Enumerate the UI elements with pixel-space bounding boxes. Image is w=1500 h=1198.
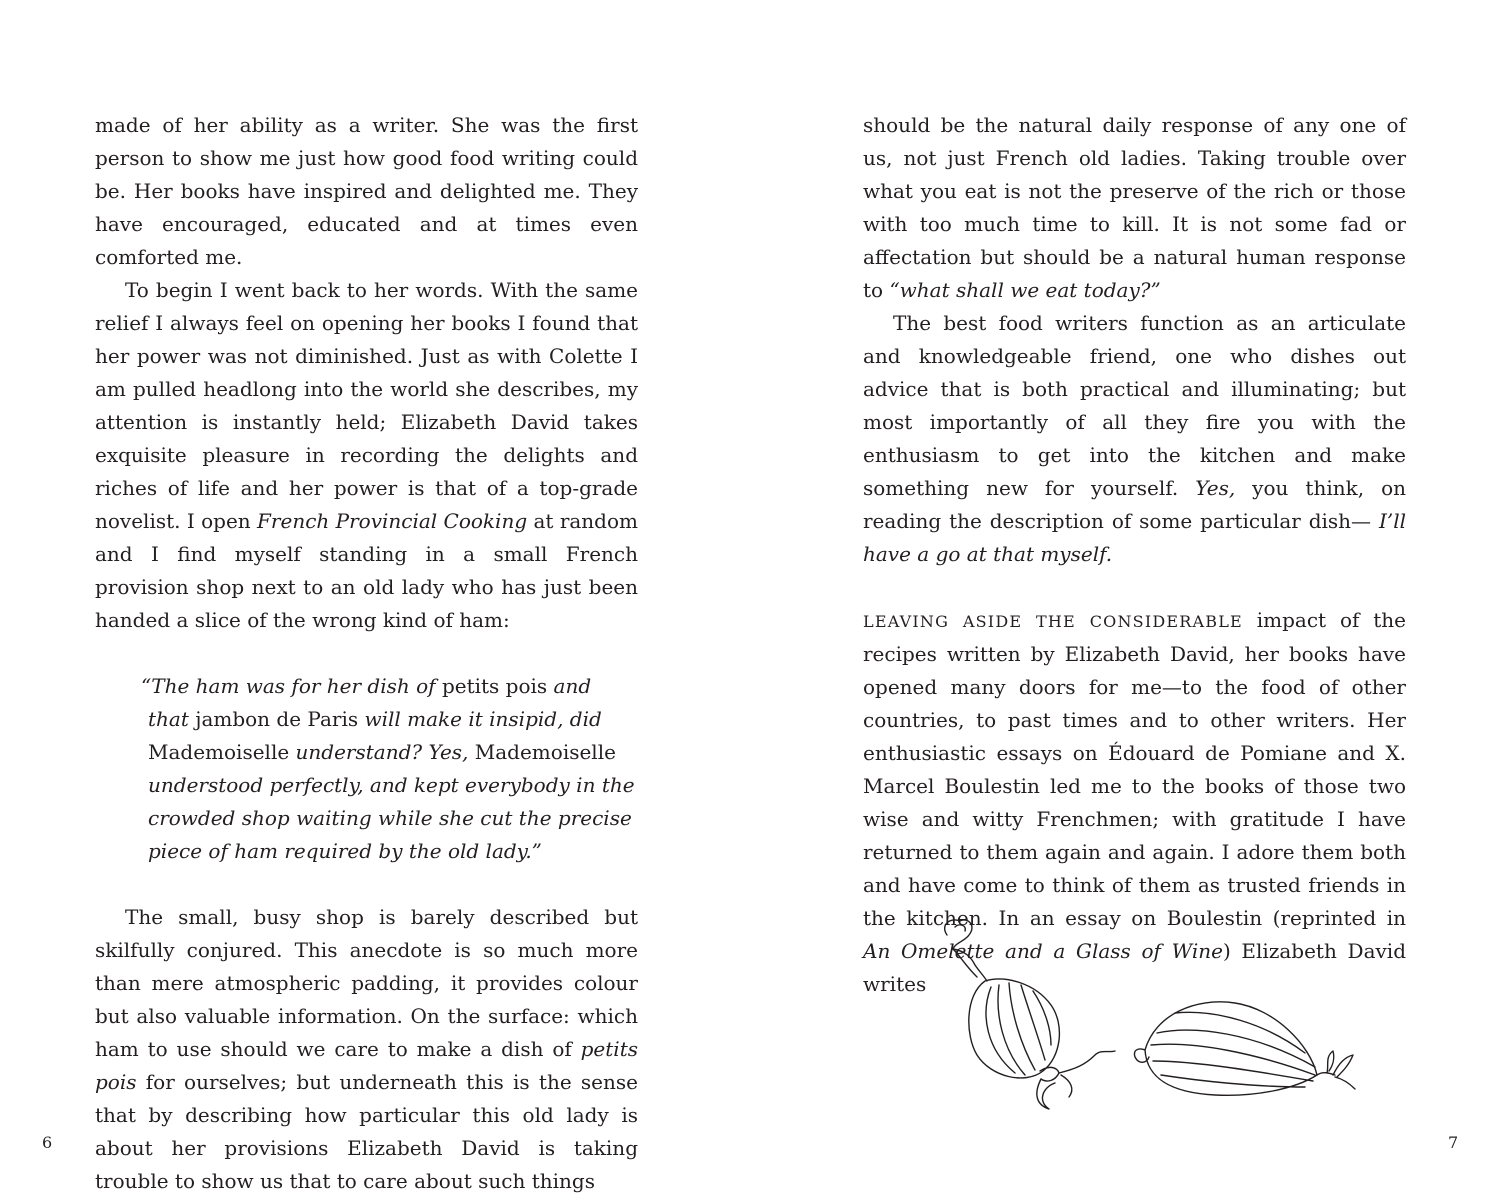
left-text-column xyxy=(95,109,638,1198)
left-paragraph-2-text-b: at random and I find myself standing in a small French provision shop next to an old lady who has just been handed a slice of the wrong kind of ham: xyxy=(95,509,638,632)
book-title-omelette: An Omelette and a Glass of Wine xyxy=(863,939,1223,963)
quote-line-3: Mademoiselle understand? Yes, Mademoiselle xyxy=(148,740,616,764)
block-quote xyxy=(141,670,635,868)
quote-line-6: piece of ham required by the old lady.” xyxy=(148,839,542,863)
section-break xyxy=(863,571,1406,604)
italic-petits-pois: petits pois xyxy=(95,1037,638,1094)
left-page xyxy=(0,0,750,1193)
left-paragraph-3: The small, busy shop is barely described but skilfully conjured. This anecdote is so much more than mere atmospheric padding, it provides colour but also valuable information. On the surface: which ham to use should we care to make a dish of petits pois for ourselves; but underneath this is the sense that by describing how particular this old lady is about her provisions Elizabeth David is taking trouble to show us that to care about such things xyxy=(95,905,638,1193)
left-paragraph-2-text-a: To begin I went back to her words. With the same relief I always feel on opening her books I found that her power was not diminished. Just as with Colette I am pulled headlong into the world she describes, my attention is instantly held; Elizabeth David takes exquisite pleasure in recording the delights and riches of life and her power is that of a top-grade novelist. I open xyxy=(95,278,638,533)
left-onion-drawing xyxy=(945,920,1115,1109)
book-title-french-provincial-cooking: French Provincial Cooking xyxy=(257,509,528,533)
quote-line-4: understood perfectly, and kept everybody in the xyxy=(148,773,635,797)
right-paragraph-2: The best food writers function as an articulate and knowledgeable friend, one who dishes out advice that is both practical and illuminating; but most importantly of all they fire you with the enthusiasm to get into the kitchen and make something new for yourself. Yes, you think, on reading the description of some particular dish— I’ll have a go at that myself. xyxy=(863,311,1406,566)
onions-illustration xyxy=(925,905,1360,1120)
right-text-column xyxy=(863,109,1406,1001)
right-paragraph-3: LEAVING ASIDE THE CONSIDERABLE impact of the recipes written by Elizabeth David, her books have opened many doors for me—to the food of other countries, to past times and to other writers. Her enthusiastic essays on Édouard de Pomiane and X. Marcel Boulestin led me to the books of those two wise and witty Frenchmen; with gratitude I have returned to them again and again. I adore them both and have come to think of them as trusted friends in the kitchen. In an essay on Boulestin (reprinted in An Omelette and a Glass of Wine) Elizabeth David writes xyxy=(863,608,1406,996)
quote-line-2: that jambon de Paris will make it insipid, did xyxy=(148,707,602,731)
page-number-left: 6 xyxy=(42,1133,53,1152)
page-number-right: 7 xyxy=(1448,1133,1459,1152)
italic-question: “what shall we eat today?” xyxy=(889,278,1161,302)
right-onion-drawing xyxy=(1134,1002,1355,1095)
left-paragraph-2 xyxy=(95,274,638,637)
right-page xyxy=(750,0,1500,1188)
left-paragraph-1: made of her ability as a writer. She was the first person to show me just how good food writing could be. Her books have inspired and delighted me. They have encouraged, educated and at times even comforted me. xyxy=(95,113,638,269)
quote-line-1: “The ham was for her dish of petits pois and xyxy=(141,674,592,698)
quote-line-5: crowded shop waiting while she cut the precise xyxy=(148,806,632,830)
right-paragraph-1: should be the natural daily response of any one of us, not just French old ladies. Taking trouble over what you eat is not the preserve of the rich or those with too much time to kill. It is not some fad or affectation but should be a natural human response to “what shall we eat today?” xyxy=(863,113,1406,302)
section-lead-in: LEAVING ASIDE THE CONSIDERABLE xyxy=(863,612,1243,631)
